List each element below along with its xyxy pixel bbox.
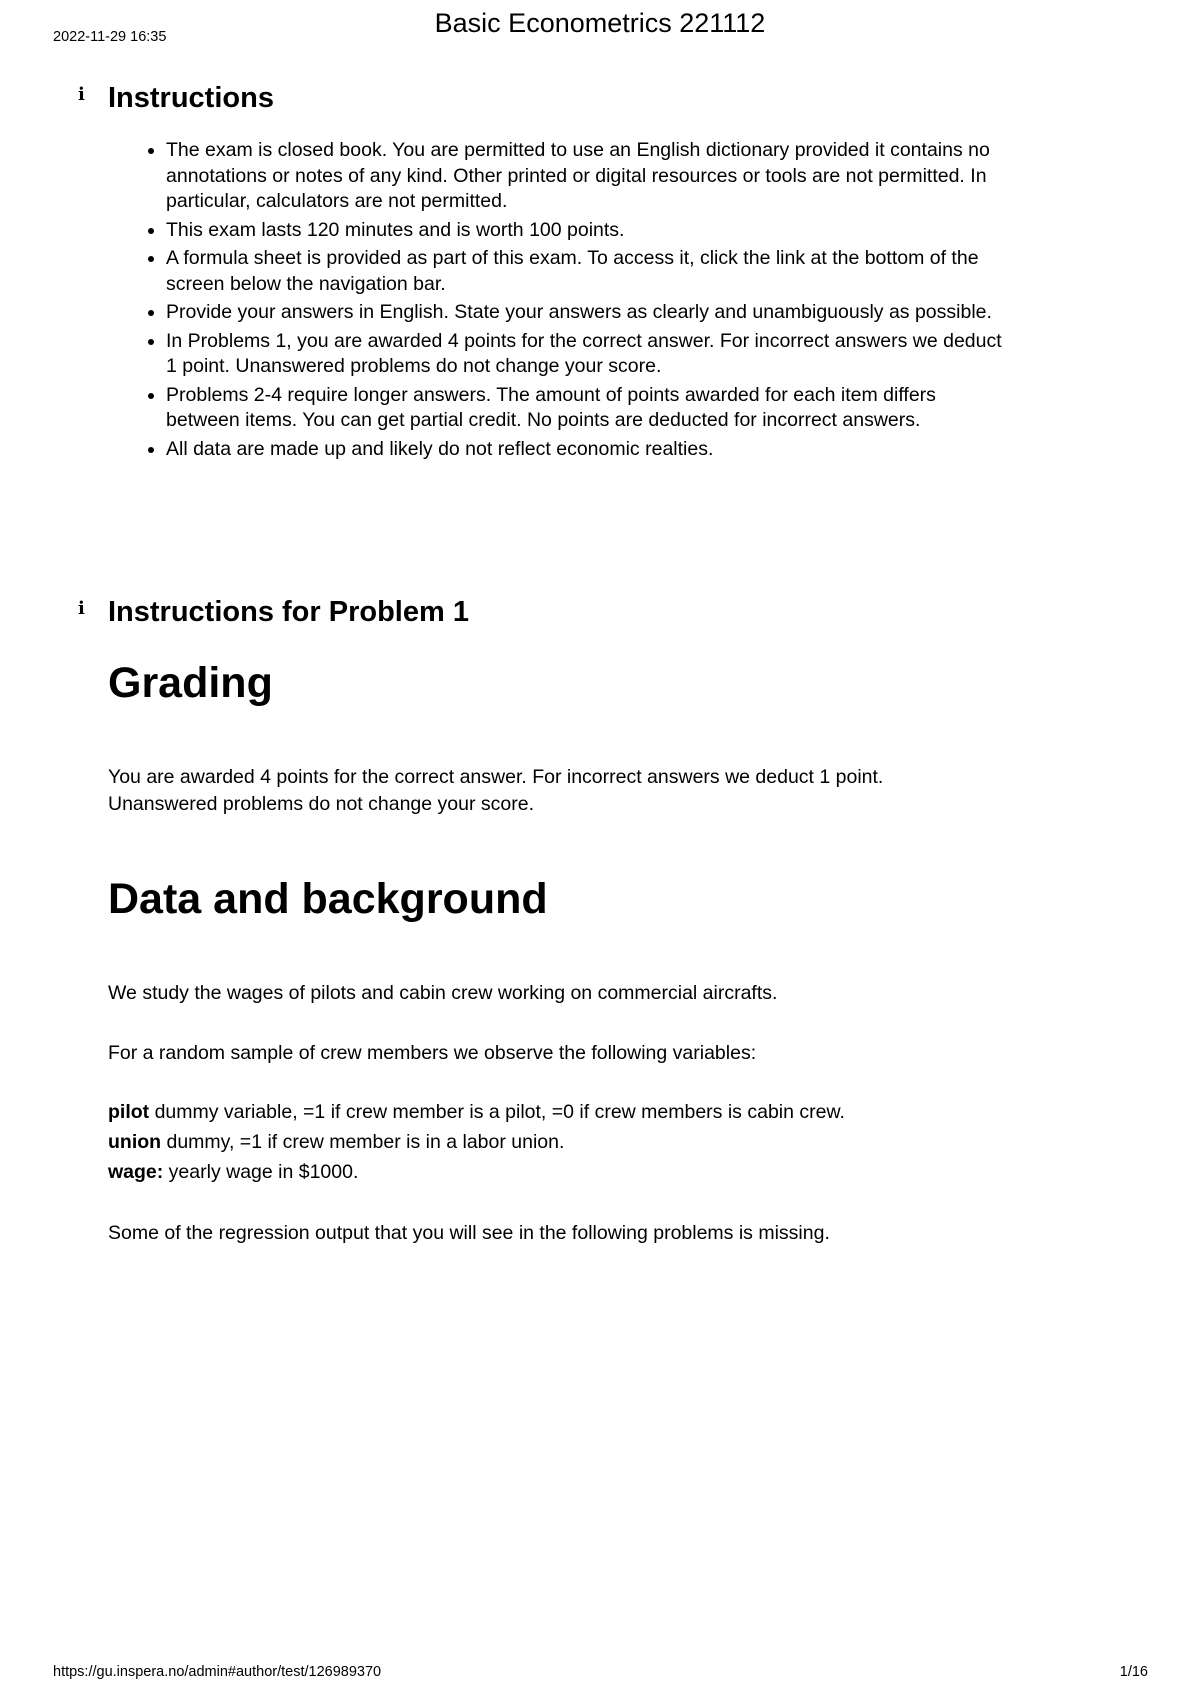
instructions-section (78, 80, 1078, 465)
grading-line-1: You are awarded 4 points for the correct answer. For incorrect answers we deduct 1 point. (108, 766, 884, 788)
data-block (108, 874, 1028, 924)
list-item: • This exam lasts 120 minutes and is worth 100 points. (166, 218, 1006, 244)
list-item: • A formula sheet is provided as part of this exam. To access it, click the link at the bottom of the screen below the navigation bar. (166, 246, 1006, 297)
list-item: • In Problems 1, you are awarded 4 points for the correct answer. For incorrect answers we deduct 1 point. Unanswered problems do not change your score. (166, 329, 1006, 380)
page-title: Basic Econometrics 221112 (434, 8, 766, 38)
variable-list (108, 1097, 1028, 1187)
variable-name: wage: (108, 1161, 164, 1183)
variable-desc: yearly wage in $1000. (163, 1161, 359, 1183)
note-text (108, 1220, 1028, 1247)
variable-name: pilot (108, 1101, 150, 1123)
sample-text (108, 1040, 1028, 1067)
instructions-list (78, 138, 1006, 462)
list-item: • Problems 2-4 require longer answers. The amount of points awarded for each item differs between items. You can get partial credit. No points are deducted for incorrect answers. (166, 383, 1006, 434)
problem1-section (78, 594, 1078, 630)
problem1-title: Instructions for Problem 1 (108, 596, 469, 628)
variable-wage (108, 1157, 1028, 1187)
list-item: • Provide your answers in English. State your answers as clearly and unambiguously as possible. (166, 300, 1006, 326)
footer-url: https://gu.inspera.no/admin#author/test/126989370 (53, 1664, 382, 1680)
note-paragraph: Some of the regression output that you will see in the following problems is missing. (108, 1222, 830, 1244)
intro-text (108, 980, 1028, 1007)
grading-heading: Grading (108, 659, 273, 707)
variable-pilot (108, 1097, 1028, 1127)
info-icon: i (78, 598, 85, 619)
grading-line-2: Unanswered problems do not change your score. (108, 793, 534, 815)
grading-block (108, 658, 1028, 708)
header-date: 2022-11-29 16:35 (53, 29, 167, 45)
data-heading: Data and background (108, 875, 548, 923)
grading-text (108, 764, 1028, 818)
variable-union (108, 1127, 1028, 1157)
page-number: 1/16 (1119, 1664, 1148, 1680)
intro-paragraph: We study the wages of pilots and cabin crew working on commercial aircrafts. (108, 982, 778, 1004)
list-item: • The exam is closed book. You are permitted to use an English dictionary provided it contains no annotations or notes of any kind. Other printed or digital resources or tools are not permitted. In particular, calculators are not permitted. (166, 138, 1006, 215)
instructions-title: Instructions (108, 82, 274, 114)
variable-desc: dummy, =1 if crew member is in a labor union. (161, 1131, 565, 1153)
variable-name: union (108, 1131, 162, 1153)
sample-paragraph: For a random sample of crew members we observe the following variables: (108, 1042, 757, 1064)
info-icon: i (78, 84, 85, 105)
list-item: • All data are made up and likely do not reflect economic realties. (166, 437, 1006, 463)
variable-desc: dummy variable, =1 if crew member is a pilot, =0 if crew members is cabin crew. (149, 1101, 845, 1123)
